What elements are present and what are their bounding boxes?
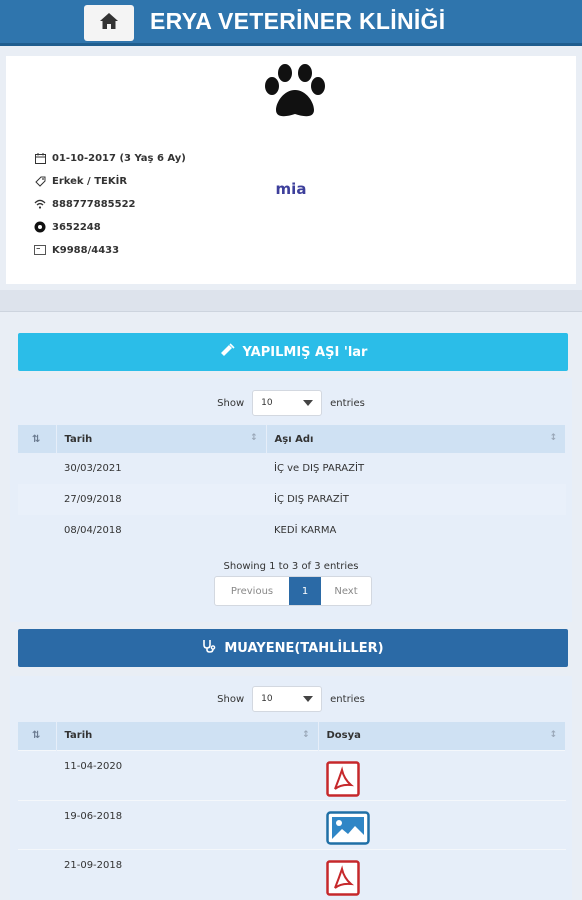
vaccination-date: 27/09/2018: [56, 484, 266, 515]
table-row: [18, 800, 566, 849]
syringe-icon: [219, 343, 235, 361]
column-header-date[interactable]: [56, 425, 266, 453]
examinations-length-control: [10, 686, 572, 712]
examinations-button[interactable]: [18, 629, 568, 667]
column-header-date[interactable]: [56, 722, 318, 750]
pdf-icon[interactable]: [326, 761, 360, 800]
vaccine-name: KEDİ KARMA: [266, 515, 566, 546]
card-icon: [34, 244, 46, 256]
record-row: [34, 221, 101, 233]
file-number: K9988/4433: [52, 244, 120, 256]
pet-name: mia: [275, 180, 307, 198]
page-size-value: 10: [261, 694, 273, 704]
top-bar: [0, 0, 582, 46]
eye-icon: [34, 221, 46, 233]
clinic-title: ERYA VETERİNER KLİNİĞİ: [150, 8, 446, 34]
vaccinations-summary: Showing 1 to 3 of 3 entries: [223, 561, 359, 572]
column-header-file[interactable]: [318, 722, 566, 750]
vaccination-date: 08/04/2018: [56, 515, 266, 546]
page-1-button[interactable]: 1: [289, 577, 321, 605]
paw-icon: [262, 64, 328, 124]
home-icon: [99, 12, 119, 34]
examinations-page-size-select[interactable]: [252, 686, 322, 712]
gender-breed: Erkek / TEKİR: [52, 175, 128, 187]
image-icon[interactable]: [326, 811, 370, 848]
column-header-label: Dosya: [326, 730, 361, 742]
show-label: Show: [217, 397, 245, 409]
table-row: [18, 453, 566, 484]
vaccinations-pagination: [214, 576, 372, 606]
profile-footer: [0, 290, 582, 312]
vaccinations-panel: [10, 378, 572, 622]
next-page-button[interactable]: Next: [334, 585, 358, 597]
examinations-table: [18, 722, 566, 899]
vaccine-name: İÇ DIŞ PARAZİT: [266, 484, 566, 515]
show-label: Show: [217, 693, 245, 705]
table-row: [18, 849, 566, 899]
tag-icon: [34, 175, 46, 187]
chevron-down-icon: [303, 400, 313, 406]
examinations-panel: [10, 676, 572, 900]
column-header-vaccine[interactable]: [266, 425, 566, 453]
column-header-label: Aşı Adı: [274, 433, 314, 445]
row-sort-header[interactable]: [18, 722, 56, 750]
calendar-icon: [34, 152, 46, 164]
chip-row: [34, 198, 136, 210]
wifi-icon: [34, 198, 46, 210]
column-header-label: Tarih: [64, 730, 93, 742]
vaccinations-button[interactable]: [18, 333, 568, 371]
birth-date: 01-10-2017 (3 Yaş 6 Ay): [52, 152, 186, 164]
vaccinations-table: [18, 425, 566, 546]
column-header-label: Tarih: [64, 433, 93, 445]
pet-profile-card: [6, 56, 576, 284]
sort-icon: ↕: [549, 433, 557, 443]
chip-number: 888777885522: [52, 198, 136, 210]
vaccinations-page-size-select[interactable]: [252, 390, 322, 416]
stethoscope-icon: [202, 639, 216, 657]
table-row: [18, 484, 566, 515]
pdf-icon[interactable]: [326, 860, 360, 899]
birth-date-row: [34, 152, 186, 164]
exam-date: 11-04-2020: [56, 750, 318, 800]
entries-label: entries: [330, 397, 365, 409]
sort-icon: ↕: [301, 730, 310, 740]
entries-label: entries: [330, 693, 365, 705]
home-button[interactable]: [84, 5, 134, 41]
record-number: 3652248: [52, 221, 101, 233]
table-row: [18, 750, 566, 800]
exam-date: 19-06-2018: [56, 800, 318, 849]
vaccination-date: 30/03/2021: [56, 453, 266, 484]
examinations-button-label: MUAYENE(TAHLİLLER): [224, 640, 384, 656]
sort-icon: ↕: [249, 433, 258, 443]
row-sort-header[interactable]: [18, 425, 56, 453]
exam-date: 21-09-2018: [56, 849, 318, 899]
previous-page-button[interactable]: Previous: [230, 585, 274, 597]
sort-icon: ↕: [549, 730, 557, 740]
page-size-value: 10: [261, 398, 273, 408]
vaccinations-button-label: YAPILMIŞ AŞI 'lar: [242, 344, 368, 360]
vaccine-name: İÇ ve DIŞ PARAZİT: [266, 453, 566, 484]
vaccinations-length-control: [10, 390, 572, 416]
sort-icon: ⇅: [32, 433, 41, 445]
file-row: [34, 244, 119, 256]
gender-breed-row: [34, 175, 127, 187]
chevron-down-icon: [303, 696, 313, 702]
sort-icon: ⇅: [32, 730, 41, 742]
table-row: [18, 515, 566, 546]
